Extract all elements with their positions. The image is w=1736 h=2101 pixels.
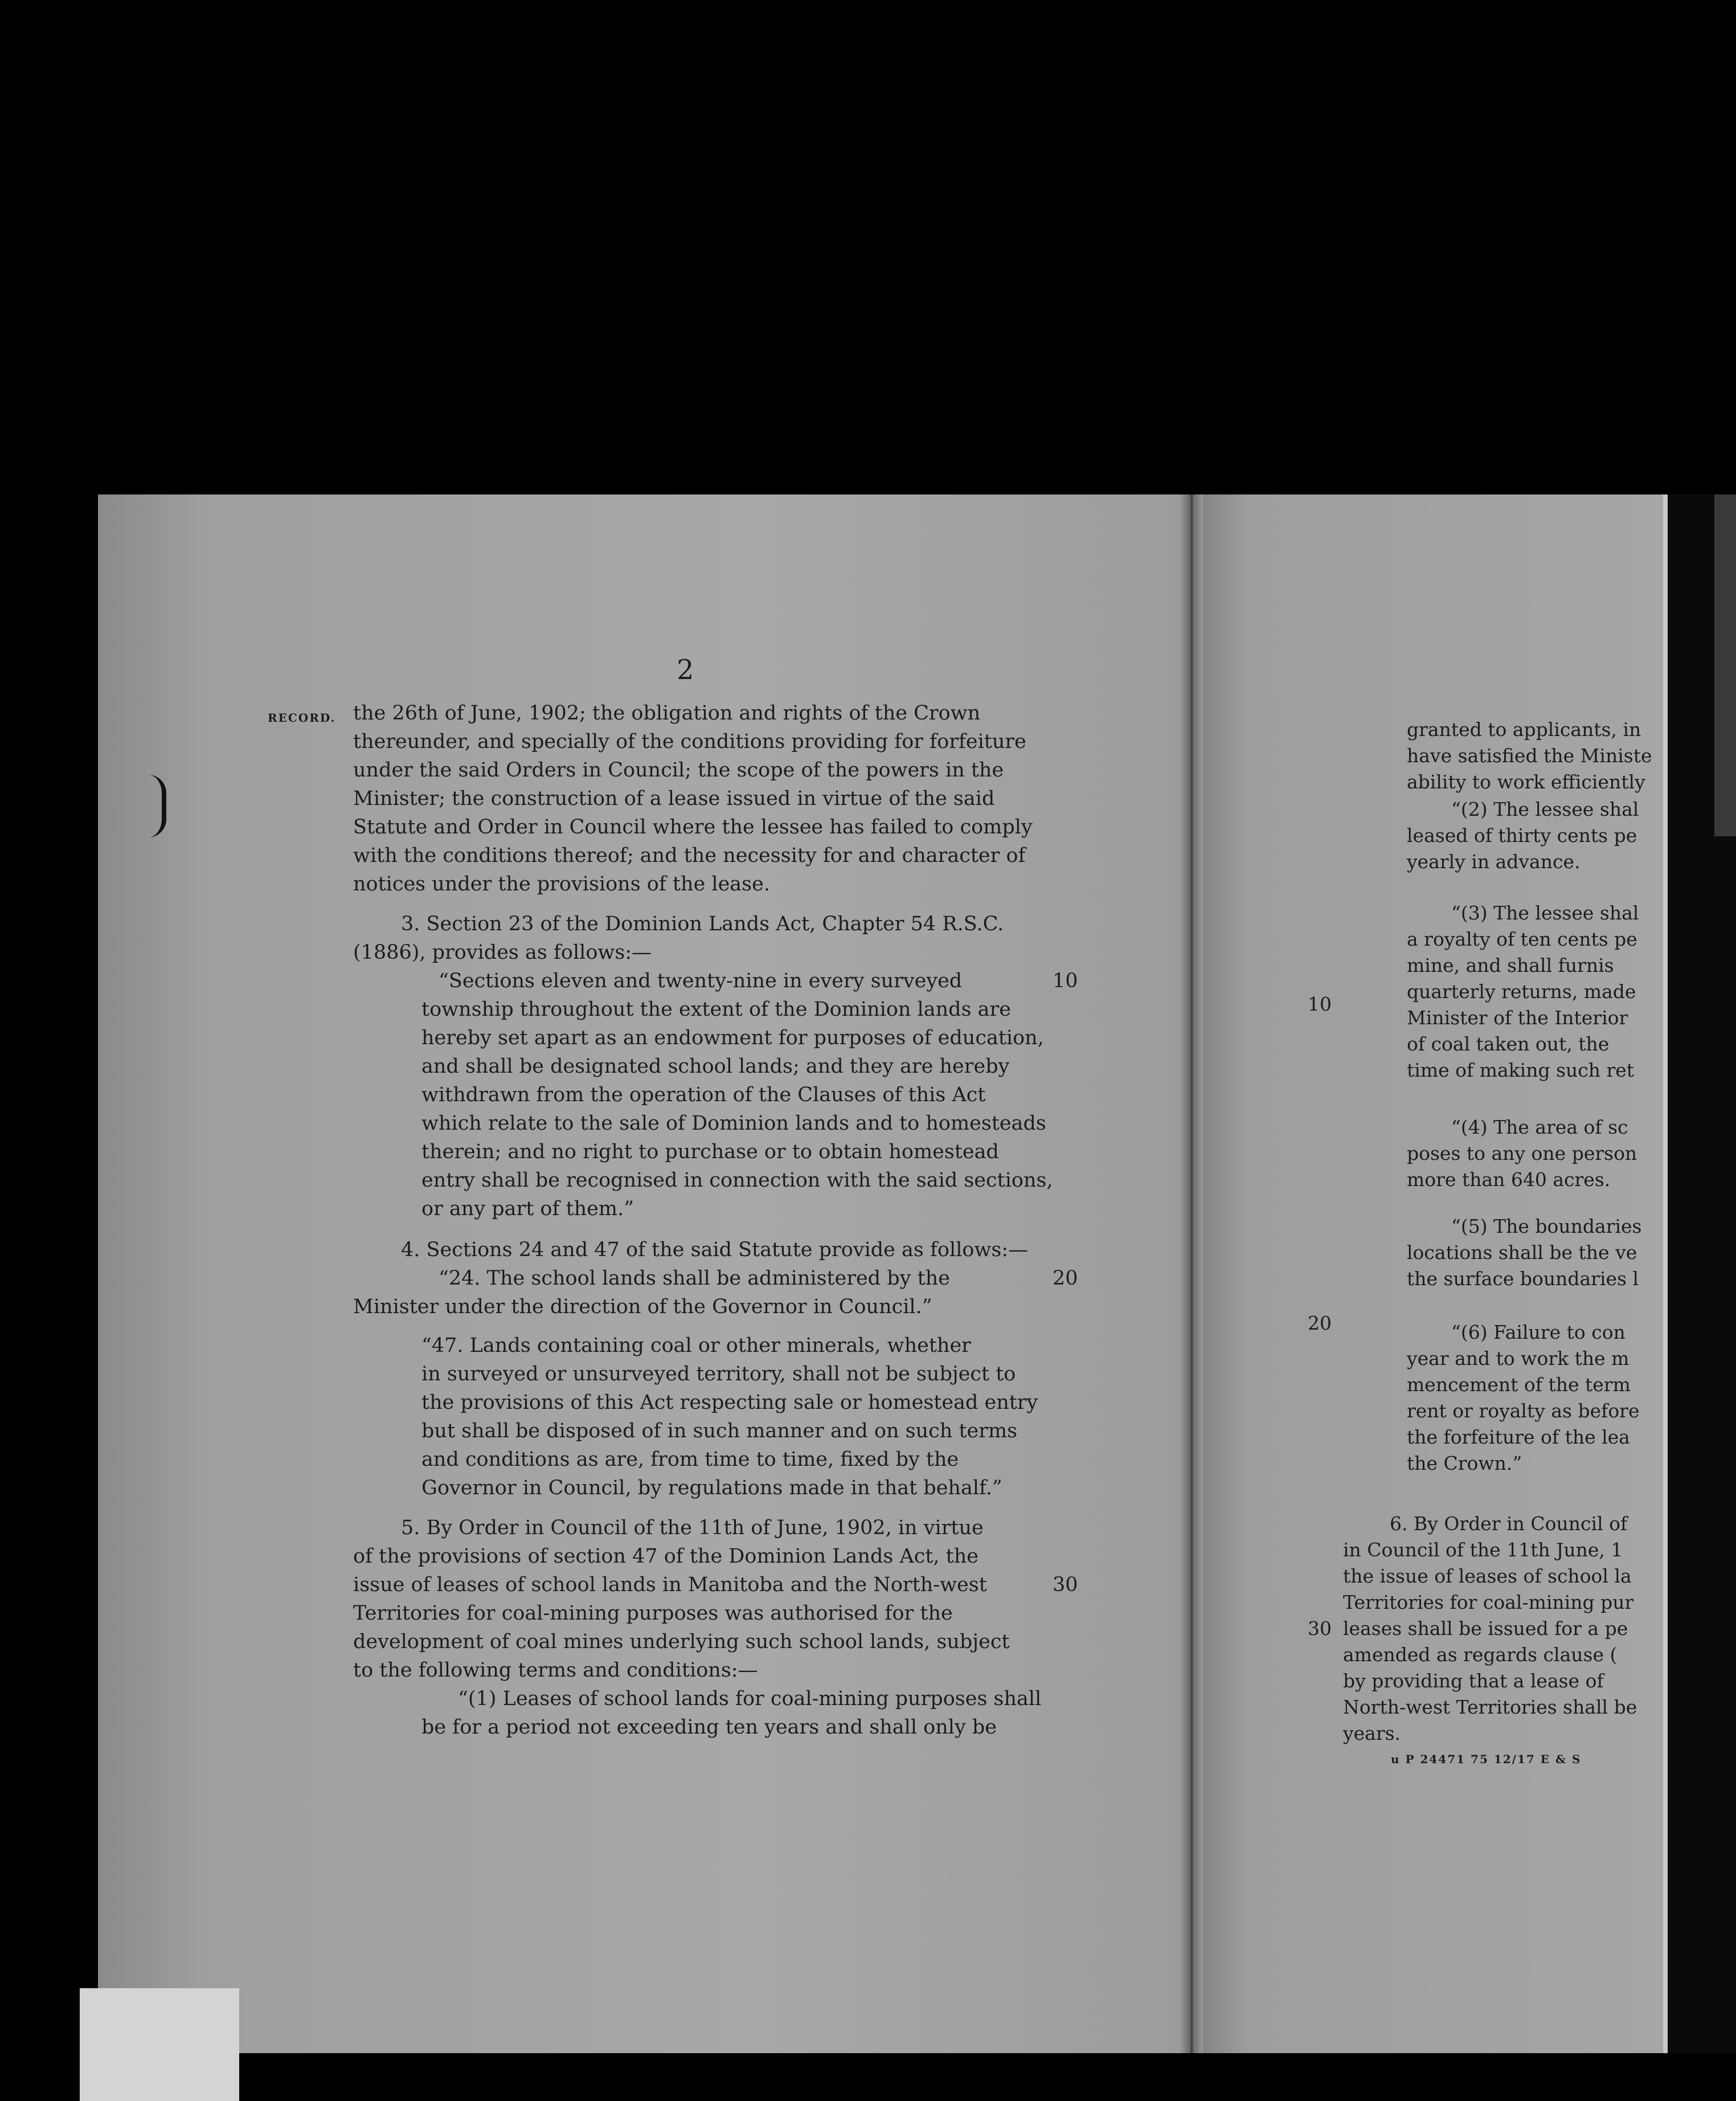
text-line: “24. The school lands shall be administered by the <box>439 1267 950 1290</box>
text-line: but shall be disposed of in such manner and on such terms <box>421 1420 1018 1442</box>
text-line: of coal taken out, the <box>1407 1033 1610 1055</box>
book-gutter <box>1180 494 1203 2053</box>
text-line: hereby set apart as an endowment for purposes of education, <box>421 1027 1044 1049</box>
text-line: the forfeiture of the lea <box>1407 1426 1630 1448</box>
text-line: leases shall be issued for a pe <box>1343 1617 1628 1640</box>
text-line: yearly in advance. <box>1407 851 1581 873</box>
text-line: Statute and Order in Council where the lessee has failed to comply <box>353 816 1033 839</box>
text-line: the provisions of this Act respecting sale or homestead entry <box>421 1391 1038 1414</box>
text-line: “Sections eleven and twenty-nine in every surveyed <box>439 970 963 992</box>
text-line: withdrawn from the operation of the Clauses of this Act <box>421 1084 986 1106</box>
text-line: 6. By Order in Council of <box>1390 1513 1628 1535</box>
text-line: issue of leases of school lands in Manitoba and the North-west <box>353 1573 987 1596</box>
text-line: Territories for coal-mining purposes was authorised for the <box>353 1602 953 1625</box>
line-number: 30 <box>1308 1617 1332 1640</box>
text-line: poses to any one person <box>1407 1142 1637 1164</box>
text-line: “(1) Leases of school lands for coal-mining purposes shall <box>458 1687 1042 1710</box>
text-line: “47. Lands containing coal or other minerals, whether <box>421 1334 971 1357</box>
page-edge <box>1663 494 1668 2053</box>
text-line: or any part of them.” <box>421 1197 634 1220</box>
text-line: locations shall be the ve <box>1407 1241 1637 1264</box>
printer-footer-code: u P 24471 75 12/17 E & S <box>1391 1752 1582 1766</box>
text-line: 5. By Order in Council of the 11th of June, 1902, in virtue <box>401 1517 984 1539</box>
text-line: and shall be designated school lands; and they are hereby <box>421 1055 1010 1078</box>
line-number: 20 <box>1053 1267 1078 1290</box>
line-number: 30 <box>1053 1573 1078 1596</box>
text-line: the 26th of June, 1902; the obligation and rights of the Crown <box>353 702 981 725</box>
text-line: “(3) The lessee shal <box>1451 902 1639 924</box>
text-line: rent or royalty as before <box>1407 1400 1640 1422</box>
text-line: Governor in Council, by regulations made in that behalf.” <box>421 1477 1002 1499</box>
text-line: under the said Orders in Council; the scope of the powers in the <box>353 759 1004 782</box>
line-number: 10 <box>1308 993 1332 1015</box>
text-line: mine, and shall furnis <box>1407 954 1614 976</box>
text-line: “(6) Failure to con <box>1451 1321 1626 1343</box>
text-line: notices under the provisions of the lease. <box>353 873 770 896</box>
text-line: North-west Territories shall be <box>1343 1696 1637 1718</box>
text-line: Minister; the construction of a lease issued in virtue of the said <box>353 787 995 810</box>
text-line: with the conditions thereof; and the necessity for and character of <box>353 844 1026 867</box>
text-line: thereunder, and specially of the conditions providing for forfeiture <box>353 730 1026 753</box>
text-line: year and to work the m <box>1407 1347 1629 1370</box>
text-line: be for a period not exceeding ten years and shall only be <box>421 1716 997 1739</box>
text-line: of the provisions of section 47 of the Dominion Lands Act, the <box>353 1545 978 1568</box>
scan-corner-tab <box>80 1988 239 2101</box>
text-line: the issue of leases of school la <box>1343 1565 1632 1587</box>
text-line: development of coal mines underlying such school lands, subject <box>353 1630 1010 1653</box>
text-line: years. <box>1343 1722 1401 1744</box>
text-line: (1886), provides as follows:— <box>353 941 652 964</box>
text-line: granted to applicants, in <box>1407 718 1641 741</box>
text-line: mencement of the term <box>1407 1374 1631 1396</box>
text-line: and conditions as are, from time to time, fixed by the <box>421 1448 959 1471</box>
text-line: Minister of the Interior <box>1407 1007 1628 1029</box>
text-line: leased of thirty cents pe <box>1407 824 1637 847</box>
text-line: to the following terms and conditions:— <box>353 1659 758 1682</box>
line-number: 20 <box>1308 1312 1332 1334</box>
text-line: 4. Sections 24 and 47 of the said Statute provide as follows:— <box>401 1238 1029 1261</box>
text-line: therein; and no right to purchase or to obtain homestead <box>421 1141 999 1163</box>
text-line: entry shall be recognised in connection with the said sections, <box>421 1169 1053 1192</box>
text-line: ability to work efficiently <box>1407 771 1645 793</box>
text-line: “(4) The area of sc <box>1451 1116 1628 1138</box>
text-line: which relate to the sale of Dominion lands and to homesteads <box>421 1112 1046 1135</box>
text-line: more than 640 acres. <box>1407 1168 1611 1191</box>
text-line: township throughout the extent of the Dominion lands are <box>421 998 1011 1021</box>
margin-bracket-mark <box>148 775 166 837</box>
text-line: 3. Section 23 of the Dominion Lands Act, Chapter 54 R.S.C. <box>401 913 1004 935</box>
text-line: in surveyed or unsurveyed territory, shall not be subject to <box>421 1363 1016 1385</box>
text-line: in Council of the 11th June, 1 <box>1343 1539 1623 1561</box>
page-number: 2 <box>677 654 694 686</box>
text-line: amended as regards clause ( <box>1343 1644 1618 1666</box>
text-line: by providing that a lease of <box>1343 1670 1604 1692</box>
text-line: time of making such ret <box>1407 1059 1635 1081</box>
text-line: have satisfied the Ministe <box>1407 745 1652 767</box>
text-line: the surface boundaries l <box>1407 1268 1639 1290</box>
text-line: Minister under the direction of the Governor in Council.” <box>353 1295 932 1318</box>
next-page-edge <box>1714 494 1736 836</box>
text-line: the Crown.” <box>1407 1452 1522 1474</box>
line-number: 10 <box>1053 970 1078 992</box>
text-line: quarterly returns, made <box>1407 980 1636 1003</box>
text-line: a royalty of ten cents pe <box>1407 928 1637 950</box>
text-line: “(2) The lessee shal <box>1451 798 1639 820</box>
text-line: “(5) The boundaries <box>1451 1215 1642 1237</box>
record-margin-label: RECORD. <box>268 711 336 725</box>
text-line: Territories for coal-mining pur <box>1343 1591 1634 1613</box>
